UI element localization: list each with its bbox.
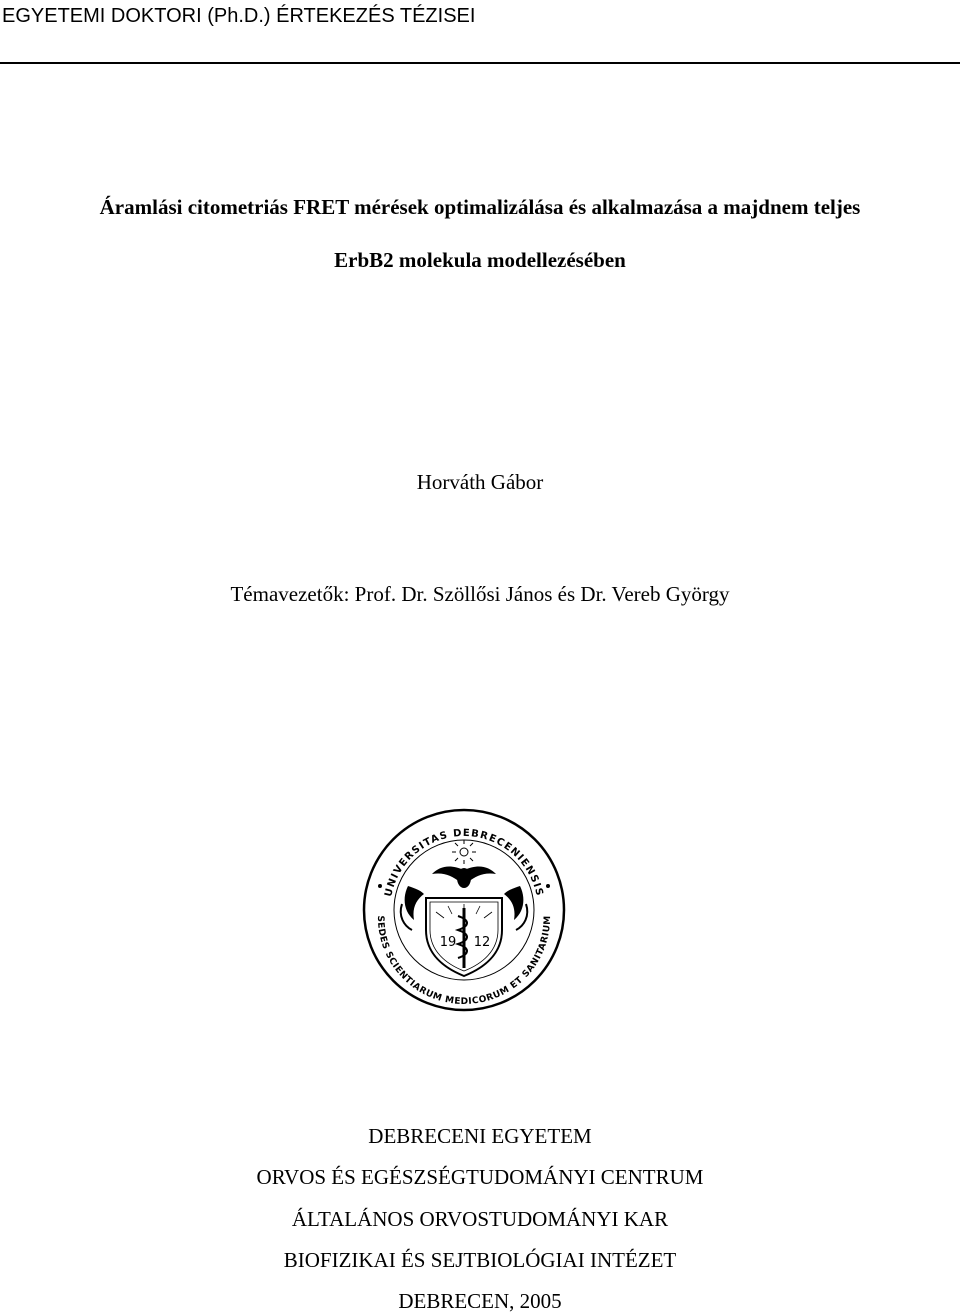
header-divider: [0, 62, 960, 64]
page-header: [0, 4, 960, 28]
seal-year-left: 19: [439, 935, 457, 950]
institution-university: DEBRECENI EGYETEM: [368, 1124, 592, 1148]
seal-top-text: UNIVERSITAS DEBRECENIENSIS: [383, 827, 545, 898]
place-and-year: DEBRECEN, 2005: [398, 1289, 562, 1313]
supervisors: Témavezetők: Prof. Dr. Szöllősi János és Dr. Vereb György: [230, 582, 730, 606]
header-title: EGYETEMI DOKTORI (Ph.D.) ÉRTEKEZÉS TÉZISEI: [2, 5, 476, 27]
institution-department: BIOFIZIKAI ÉS SEJTBIOLÓGIAI INTÉZET: [283, 1248, 677, 1272]
seal-year-right: 12: [473, 935, 491, 950]
thesis-title-line-1: Áramlási citometriás FRET mérések optimalizálása és alkalmazása a majdnem teljes: [99, 195, 861, 219]
author-name: Horváth Gábor: [416, 470, 544, 494]
seal-bottom-text: SEDES SCIENTIARUM MEDICORUM ET SANITARIUM: [374, 915, 554, 1008]
thesis-title-line-2: ErbB2 molekula modellezésében: [334, 248, 626, 272]
university-seal-icon: [362, 808, 566, 1012]
institution-centre: ORVOS ÉS EGÉSZSÉGTUDOMÁNYI CENTRUM: [256, 1165, 704, 1189]
institution-faculty: ÁLTALÁNOS ORVOSTUDOMÁNYI KAR: [291, 1207, 669, 1231]
